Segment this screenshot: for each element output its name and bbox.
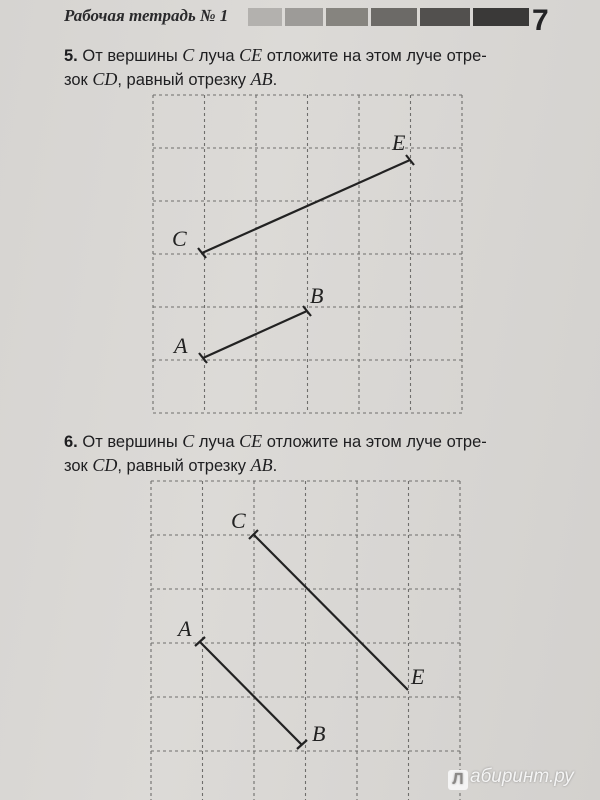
page-number: 7 [532,4,549,37]
math-var: AB [250,69,273,89]
label-c: C [172,226,187,251]
text-fragment: зок [64,71,93,89]
text-fragment: От вершины [82,47,183,65]
math-var: AB [250,455,273,475]
text-fragment: отложите на этом луче отре- [262,47,487,65]
task-6-grid [151,481,460,800]
ray-ce [254,535,408,690]
text-fragment: , равный отрезку [117,71,251,89]
text-fragment: , равный отрезку [117,457,251,475]
math-var: CD [92,455,118,475]
math-var: CE [239,45,263,65]
text-fragment: луча [194,47,240,65]
math-var: C [182,431,195,451]
task-number: 6. [64,433,78,451]
text-fragment: . [272,71,278,89]
label-c: C [231,508,246,533]
text-fragment: луча [194,433,240,451]
segment-ab [200,642,302,745]
text-fragment: зок [64,457,93,475]
math-var: C [182,45,195,65]
tick-a [199,353,207,363]
task-5-grid [153,95,462,413]
text-fragment: . [272,457,278,475]
workbook-title: Рабочая тетрадь № 1 [64,6,229,25]
label-a: A [178,616,192,641]
segment-ab [203,311,307,358]
math-var: CE [239,431,263,451]
task-6-figure [176,508,425,749]
label-e: E [392,130,406,155]
task-5-figure [172,130,414,363]
label-e: E [411,664,425,689]
labirint-watermark [448,766,574,790]
text-fragment: От вершины [82,433,183,451]
ray-ce [202,160,410,253]
labirint-logo-icon: Л [448,770,468,790]
label-a: A [174,333,188,358]
math-var: CD [92,69,118,89]
task-number: 5. [64,47,78,65]
label-b: B [312,721,326,746]
label-b: B [310,283,324,308]
watermark-text: абиринт.ру [470,766,574,787]
text-fragment: отложите на этом луче отре- [262,433,487,451]
